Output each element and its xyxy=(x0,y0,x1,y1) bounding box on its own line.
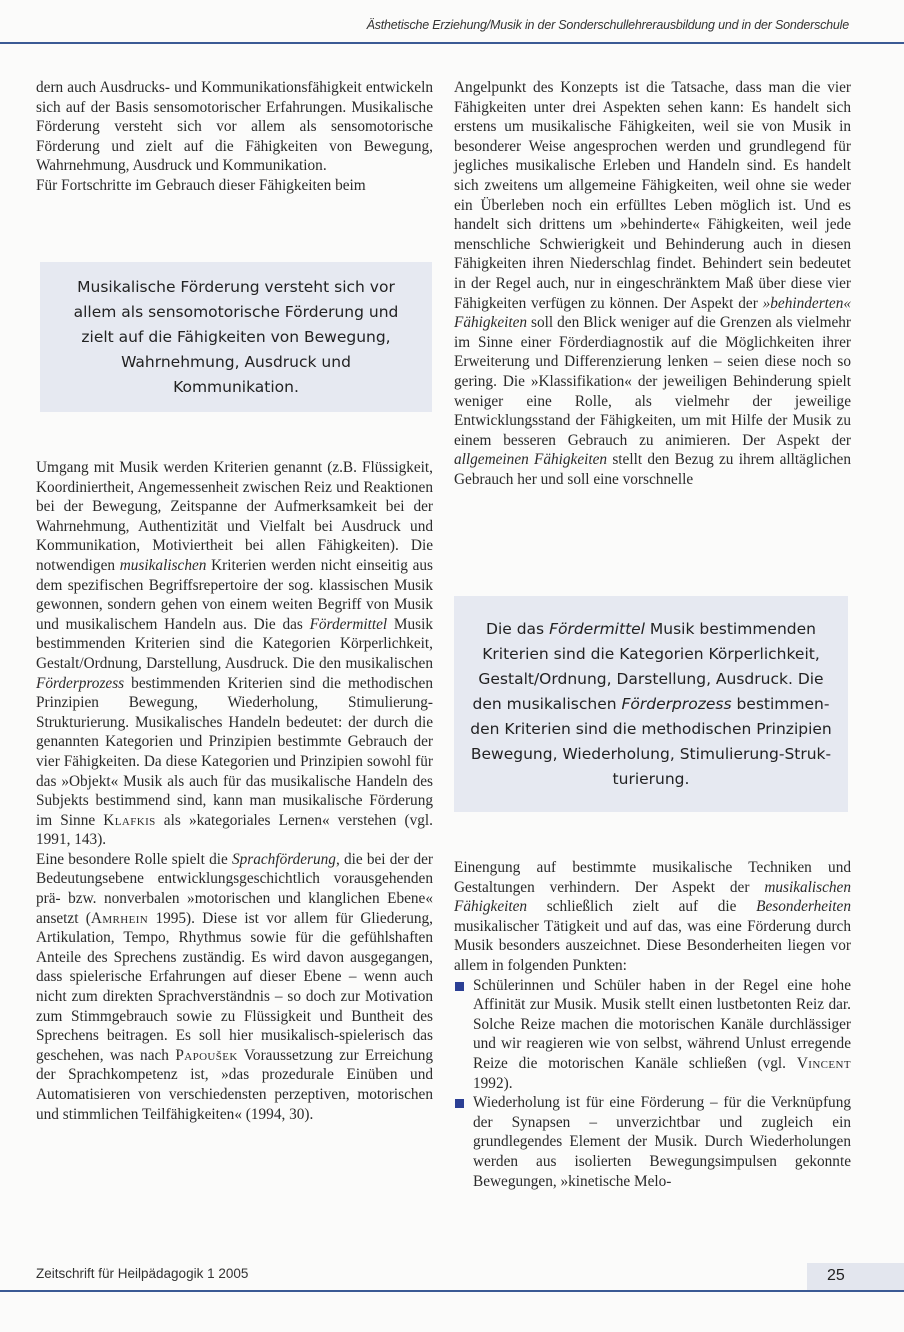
emphasis: »behinderten« Fähigkeiten xyxy=(454,294,851,332)
left-column-top xyxy=(36,78,433,196)
header-rule xyxy=(0,42,904,44)
paragraph: dern auch Ausdrucks- und Kommunikationsfähigkeit entwickeln sich auf der Basis sensomotorischer Erfahrungen. Musikalische Förderung versteht sich vor allem als sensomotorische Förderung und zielt auf die Fähigkeiten von Bewegung, Wahrnehmung, Ausdruck und Kommunikation. xyxy=(36,79,433,175)
paragraph: Einengung auf bestimmte musikalische Techniken und Gestaltungen verhindern. Der Aspekt der musikalischen Fähigkeiten schließlich zielt auf die Besonderheiten musikalischer Tätigkeit und auf das, was eine Förderung durch Musik besonders auszeichnet. Diese Besonderheiten liegen vor allem in folgenden Punkten: xyxy=(454,859,851,974)
author-name: Amrhein xyxy=(90,909,149,927)
left-column-bottom xyxy=(36,458,433,1124)
bullet-list xyxy=(454,976,851,1192)
emphasis: musikalischen xyxy=(119,556,207,574)
square-bullet-icon xyxy=(455,982,464,991)
footer-rule xyxy=(0,1290,904,1292)
emphasis: Besonderheiten xyxy=(756,898,851,916)
author-name: Vincent xyxy=(796,1054,851,1072)
journal-title: Zeitschrift für Heilpädagogik 1 2005 xyxy=(36,1266,249,1281)
list-item: Wiederholung ist für eine Förderung – für die Verknüpfung der Synapsen – unverzichtbar und zugleich ein grundlegendes Element der Musik. Durch Wiederholungen werden aus isolierten Bewegungsimpulsen gekonnte Bewegungen, »kinetische Melo- xyxy=(454,1093,851,1191)
emphasis: musikalischen Fähigkeiten xyxy=(454,878,851,916)
emphasis: Fördermittel xyxy=(309,615,388,633)
right-column-top xyxy=(454,78,851,489)
paragraph: Umgang mit Musik werden Kriterien genannt (z.B. Flüssigkeit, Koordiniertheit, Angemessenheit zwischen Reiz und Reaktionen bei der Bewegung, Zeitspanne der Aufmerksamkeit bei der Wahrnehmung, Authentizität und Vielfalt bei Ausdruck und Kommunikation, Motiviertheit bei allen Fähigkeiten). Die notwendigen musikalischen Kriterien werden nicht einseitig aus dem spezifischen Begriffsrepertoire der sog. klassischen Musik gewonnen, sondern gehen von einem weiten Begriff von Musik und musikalischem Handeln aus. Die das Fördermittel Musik bestimmenden Kriterien sind die Kategorien Körperlichkeit, Gestalt/Ordnung, Darstellung, Ausdruck. Die den musikalischen Förderprozess bestimmenden Kriterien sind die methodischen Prinzipien Bewegung, Wiederholung, Stimulierung-Strukturierung. Musikalisches Handeln bedeutet: der durch die genannten Kategorien und Prinzipien bestimmte Gebrauch der vier Fähigkeiten. Da diese Kategorien und Prinzipien sowohl für das »Objekt« Musik als auch für das musikalische Handeln des Subjekts bestimmend sind, kann man musikalische Förderung im Sinne Klafkis als »kategoriales Lernen« verstehen (vgl. 1991, 143). xyxy=(36,459,434,849)
author-name: Klafkis xyxy=(103,811,156,829)
emphasis: Förderprozess xyxy=(36,674,125,692)
emphasis: allgemeinen Fähigkeiten xyxy=(454,451,608,469)
pull-quote-left xyxy=(40,262,432,412)
paragraph: Eine besondere Rolle spielt die Sprachförderung, die bei der der Bedeutungsebene entwicklungsgeschichtlich vorausgehenden prä- bzw. nonverbalen »motorischen und klanglichen Ebene« ansetzt (Amrhein 1995). Diese ist vor allem für Gliederung, Artikulation, Tempo, Rhythmus sowie für die gefühlshaften Anteile des Sprechens zuständig. Es wird davon ausgegangen, dass spielerische Erfahrungen auf dieser Ebene – wenn auch nicht zum direkten Sprachverständnis – so doch zur Motivation zum Stimmgebrauch sowie zu Flüssigkeit und Buntheit des Sprechens beitragen. Es soll hier musikalisch-spielerisch das geschehen, was nach Papoušek Voraussetzung zur Erreichung der Sprachkompetenz ist, »das prozedurale Einüben und Automatisieren von verschiedensten perzeptiven, motorischen und stimmlichen Teilfähigkeiten« (1994, 30). xyxy=(36,850,434,1123)
emphasis: Sprachförderung xyxy=(231,850,336,868)
pull-quote-text: Die das Fördermittel Musik bestimmenden Kriterien sind die Kategorien Körperlichkeit, Gestalt/Ordnung, Darstellung, Ausdruck. Die den musikalischen Förderprozess bestimmenden Kriterien sind die methodischen Prinzipien Bewegung, Wiederholung, Stimulierung-Strukturierung. xyxy=(470,619,832,788)
list-item: Schülerinnen und Schüler haben in der Regel eine hohe Affinität zur Musik. Musik stellt einen lustbetonten Reiz dar. Solche Reize machen die motorischen Kanäle durchlässiger und wir reagieren wie von selbst, während Unlust erregende Reize die motorischen Kanäle schließen (vgl. Vincent 1992). xyxy=(454,976,851,1094)
emphasis: Fördermittel xyxy=(549,619,645,638)
pull-quote-text: Musikalische Förderung versteht sich vor allem als sensomotorische Förderung und zielt auf die Fähigkeiten von Bewegung, Wahrnehmung, Ausdruck und Kommunikation. xyxy=(73,277,399,396)
page-number: 25 xyxy=(807,1263,904,1290)
emphasis: Förderprozess xyxy=(621,694,732,713)
square-bullet-icon xyxy=(455,1099,464,1108)
paragraph: Angelpunkt des Konzepts ist die Tatsache, dass man die vier Fähigkeiten unter drei Aspekten sehen kann: Es handelt sich erstens um musikalische Fähigkeiten, weil sie von Musik in besonderer Weise angesprochen werden und grundlegend für jegliches musikalische Erleben und Handeln sind. Es handelt sich zweitens um allgemeine Fähigkeiten, weil ohne sie weder ein Überleben noch ein erfülltes Leben möglich ist. Und es handelt sich drittens um »behinderte« Fähigkeiten, weil jede menschliche Schwierigkeit und Behinderung auch in diesen Fähigkeiten ihren Niederschlag findet. Behindert sein bedeutet in der Regel auch, nur in eingeschränktem Maß über diese vier Fähigkeiten verfügen zu können. Der Aspekt der »behinderten« Fähigkeiten soll den Blick weniger auf die Grenzen als vielmehr im Sinne einer Förderdiagnostik auf die Möglichkeiten ihrer Erweiterung und Differenzierung lenken – seien diese noch so gering. Die »Klassifikation« der jeweiligen Behinderung spielt weniger eine Rolle, als vielmehr der jeweilige Entwicklungsstand der Fähigkeiten, um mit Hilfe der Musik zu einem besseren Gebrauch zu animieren. Der Aspekt der allgemeinen Fähigkeiten stellt den Bezug zu ihrem alltäglichen Gebrauch her und soll eine vorschnelle xyxy=(454,79,852,488)
author-name: Papoušek xyxy=(175,1046,238,1064)
pull-quote-right xyxy=(454,596,848,812)
right-column-bottom xyxy=(454,858,851,1191)
running-head: Ästhetische Erziehung/Musik in der Sonderschullehrerausbildung und in der Sonderschule xyxy=(366,18,849,32)
paragraph: Für Fortschritte im Gebrauch dieser Fähigkeiten beim xyxy=(36,176,366,194)
